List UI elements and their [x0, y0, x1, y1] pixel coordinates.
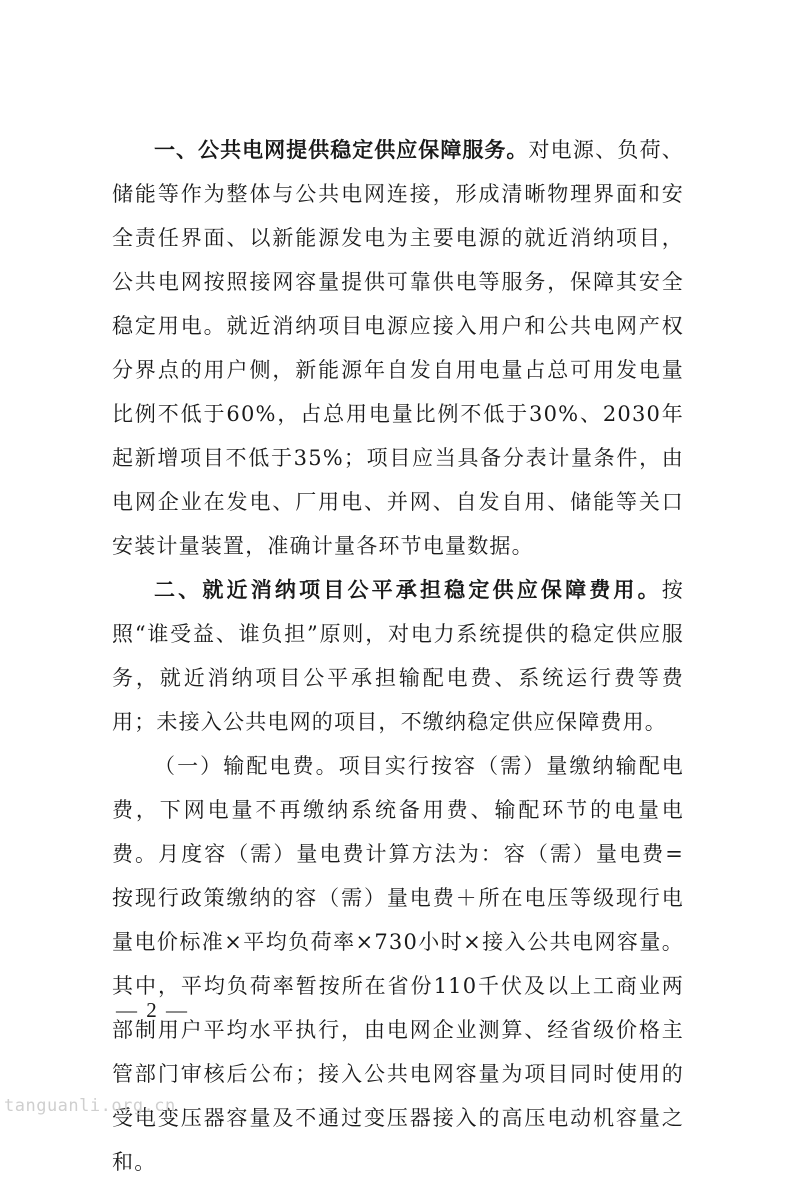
section-heading-1: 一、公共电网提供稳定供应保障服务。	[154, 138, 529, 162]
paragraph-1	[112, 128, 684, 568]
document-body	[112, 128, 684, 1184]
paragraph-3-text: （一）输配电费。项目实行按容（需）量缴纳输配电费，下网电量不再缴纳系统备用费、输配环节的电量电费。月度容（需）量电费计算方法为：容（需）量电费=按现行政策缴纳的容（需）量电费＋所在电压等级现行电量电价标准×平均负荷率×730小时×接入公共电网容量。其中，平均负荷率暂按所在省份110千伏及以上工商业两部制用户平均水平执行，由电网企业测算、经省级价格主管部门审核后公布；接入公共电网容量为项目同时使用的受电变压器容量及不通过变压器接入的高压电动机容量之和。	[112, 754, 684, 1174]
paragraph-2	[112, 568, 684, 744]
paragraph-1-text: 对电源、负荷、储能等作为整体与公共电网连接，形成清晰物理界面和安全责任界面、以新能源发电为主要电源的就近消纳项目，公共电网按照接网容量提供可靠供电等服务，保障其安全稳定用电。就近消纳项目电源应接入用户和公共电网产权分界点的用户侧，新能源年自发自用电量占总可用发电量比例不低于60%，占总用电量比例不低于30%、2030年起新增项目不低于35%；项目应当具备分表计量条件，由电网企业在发电、厂用电、并网、自发自用、储能等关口安装计量装置，准确计量各环节电量数据。	[112, 138, 684, 558]
page-number: — 2 —	[116, 998, 189, 1022]
paragraph-3	[112, 744, 684, 1184]
paragraph-2-text: 按照“谁受益、谁负担”原则，对电力系统提供的稳定供应服务，就近消纳项目公平承担输配电费、系统运行费等费用；未接入公共电网的项目，不缴纳稳定供应保障费用。	[112, 578, 684, 734]
section-heading-2: 二、就近消纳项目公平承担稳定供应保障费用。	[154, 578, 662, 602]
site-watermark: tanguanli.org.cn	[4, 1096, 176, 1116]
